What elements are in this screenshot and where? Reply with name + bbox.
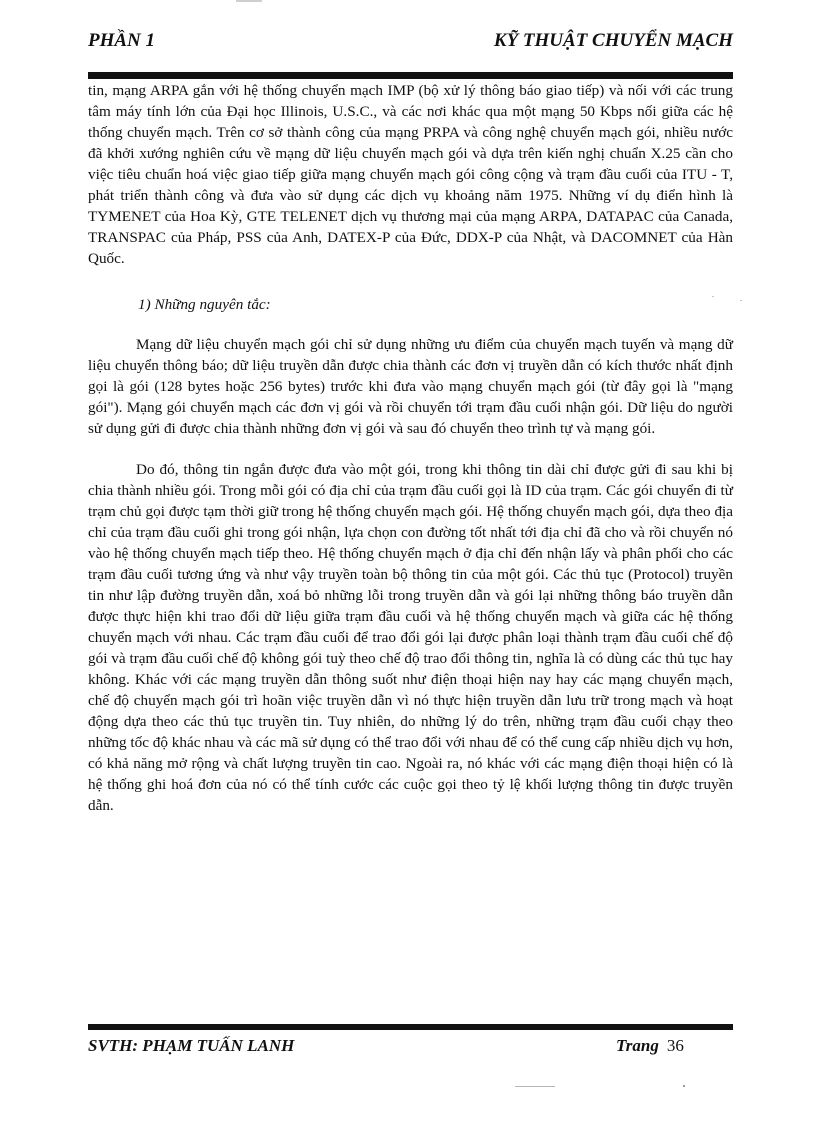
page-indicator bbox=[616, 1036, 684, 1056]
paragraph-details: Do đó, thông tin ngắn được đưa vào một gói, trong khi thông tin dài chỉ được gửi đi sau khi bị chia thành nhiều gói. Trong mỗi gói có địa chỉ của trạm đầu cuối gọi là ID của trạm. Các gói chuyển đi từ trạm chủ gọi được tạm thời giữ trong hệ thống chuyển mạch gói. Hệ thống chuyển mạch gói, dựa theo địa chỉ của trạm đầu cuối ghi trong gói nhận, lựa chọn con đường tốt nhất tới địa chỉ đã cho và rồi chuyển nó vào hệ thống chuyển mạch tiếp theo. Hệ thống chuyển mạch ở địa chỉ đến nhận lấy và phân phối cho các trạm đầu cuối tương ứng và như vậy truyền toàn bộ thông tin của một gói. Các thủ tục (Protocol) truyền tin như lập đường truyền dẫn, xoá bỏ những lỗi trong truyền dẫn và gói lại những thông báo truyền dẫn được thực hiện khi trao đổi dữ liệu giữa trạm đầu cuối và hệ thống chuyển mạch và giữa các hệ thống chuyển mạch với nhau. Các trạm đầu cuối để trao đổi gói lại được phân loại thành trạm đầu cuối chế độ gói và trạm đầu cuối chế độ không gói tuỳ theo chế độ trao đổi thông tin, nghĩa là có dùng các thủ tục hay không. Khác với các mạng truyền dẫn thông suốt như điện thoại hiện nay hay các mạng chuyển mạch, chế độ chuyển mạch gói trì hoãn việc truyền dẫn vì nó thực hiện truyền dẫn lưu trữ trong mạch và hoạt động dựa theo các thủ tục truyền tin. Tuy nhiên, do những lý do trên, những trạm đầu cuối chạy theo những tốc độ khác nhau và các mã sử dụng có thể trao đổi với nhau để có thể cung cấp nhiều dịch vụ hơn, có khả năng mở rộng và chất lượng truyền tin cao. Ngoài ra, nó khác với các mạng điện thoại hiện có là hệ thống ghi hoá đơn của nó có thể tính cước các cuộc gọi theo tỷ lệ khối lượng thông tin được truyền dẫn. bbox=[88, 461, 733, 814]
section-label: PHẦN 1 bbox=[88, 30, 156, 51]
document-title: KỸ THUẬT CHUYỂN MẠCH bbox=[493, 30, 733, 51]
author-name: SVTH: PHẠM TUẤN LANH bbox=[88, 1036, 295, 1055]
page-body bbox=[88, 80, 733, 816]
page-footer bbox=[88, 1036, 733, 1060]
page-number: 36 bbox=[666, 1036, 684, 1055]
scan-artifact bbox=[236, 0, 262, 2]
page-label: Trang bbox=[616, 1036, 659, 1055]
section-heading: 1) Những nguyên tắc: bbox=[138, 296, 271, 313]
scan-artifact bbox=[683, 1085, 685, 1087]
page-header bbox=[88, 30, 733, 60]
scan-artifact bbox=[712, 296, 714, 297]
scan-artifact bbox=[740, 300, 742, 301]
paragraph-principles: Mạng dữ liệu chuyển mạch gói chỉ sử dụng những ưu điểm của chuyển mạch tuyến và mạng dữ liệu chuyển thông báo; dữ liệu truyền dẫn được chia thành các đơn vị truyền dẫn có kích thước nhất định gọi là gói (128 bytes hoặc 256 bytes) trước khi đưa vào mạng chuyển mạch gói (từ đây gọi là "mạng gói"). Mạng gói chuyển mạch các đơn vị gói và rồi chuyển tới trạm đầu cuối nhận gói. Dữ liệu do người sử dụng gửi đi được chia thành những đơn vị gói và sau đó chuyển theo trình tự và mạng gói. bbox=[88, 336, 733, 437]
scan-artifact bbox=[515, 1086, 555, 1087]
header-rule bbox=[88, 72, 733, 79]
footer-rule bbox=[88, 1024, 733, 1030]
paragraph-intro: tin, mạng ARPA gắn với hệ thống chuyển mạch IMP (bộ xử lý thông báo giao tiếp) và nối với các trung tâm máy tính lớn của Đại học Illinois, U.S.C., và các nơi khác qua một mạng 50 Kbps nối giữa các hệ thống chuyển mạch. Trên cơ sở thành công của mạng PRPA và công nghệ chuyển mạch gói, nhiều nước đã khởi xướng nghiên cứu về mạng dữ liệu chuyển mạch gói và dựa trên kiến nghị chuẩn X.25 cần cho việc tiêu chuẩn hoá việc giao tiếp giữa mạng chuyển mạch gói công cộng và trạm đầu cuối của ITU - T, phát triển thành công và đưa vào sử dụng các dịch vụ khoảng năm 1975. Những ví dụ điển hình là TYMENET của Hoa Kỳ, GTE TELENET dịch vụ thương mại của mạng ARPA, DATAPAC của Canada, TRANSPAC của Pháp, PSS của Anh, DATEX-P của Đức, DDX-P của Nhật, và DACOMNET của Hàn Quốc. bbox=[88, 82, 733, 267]
